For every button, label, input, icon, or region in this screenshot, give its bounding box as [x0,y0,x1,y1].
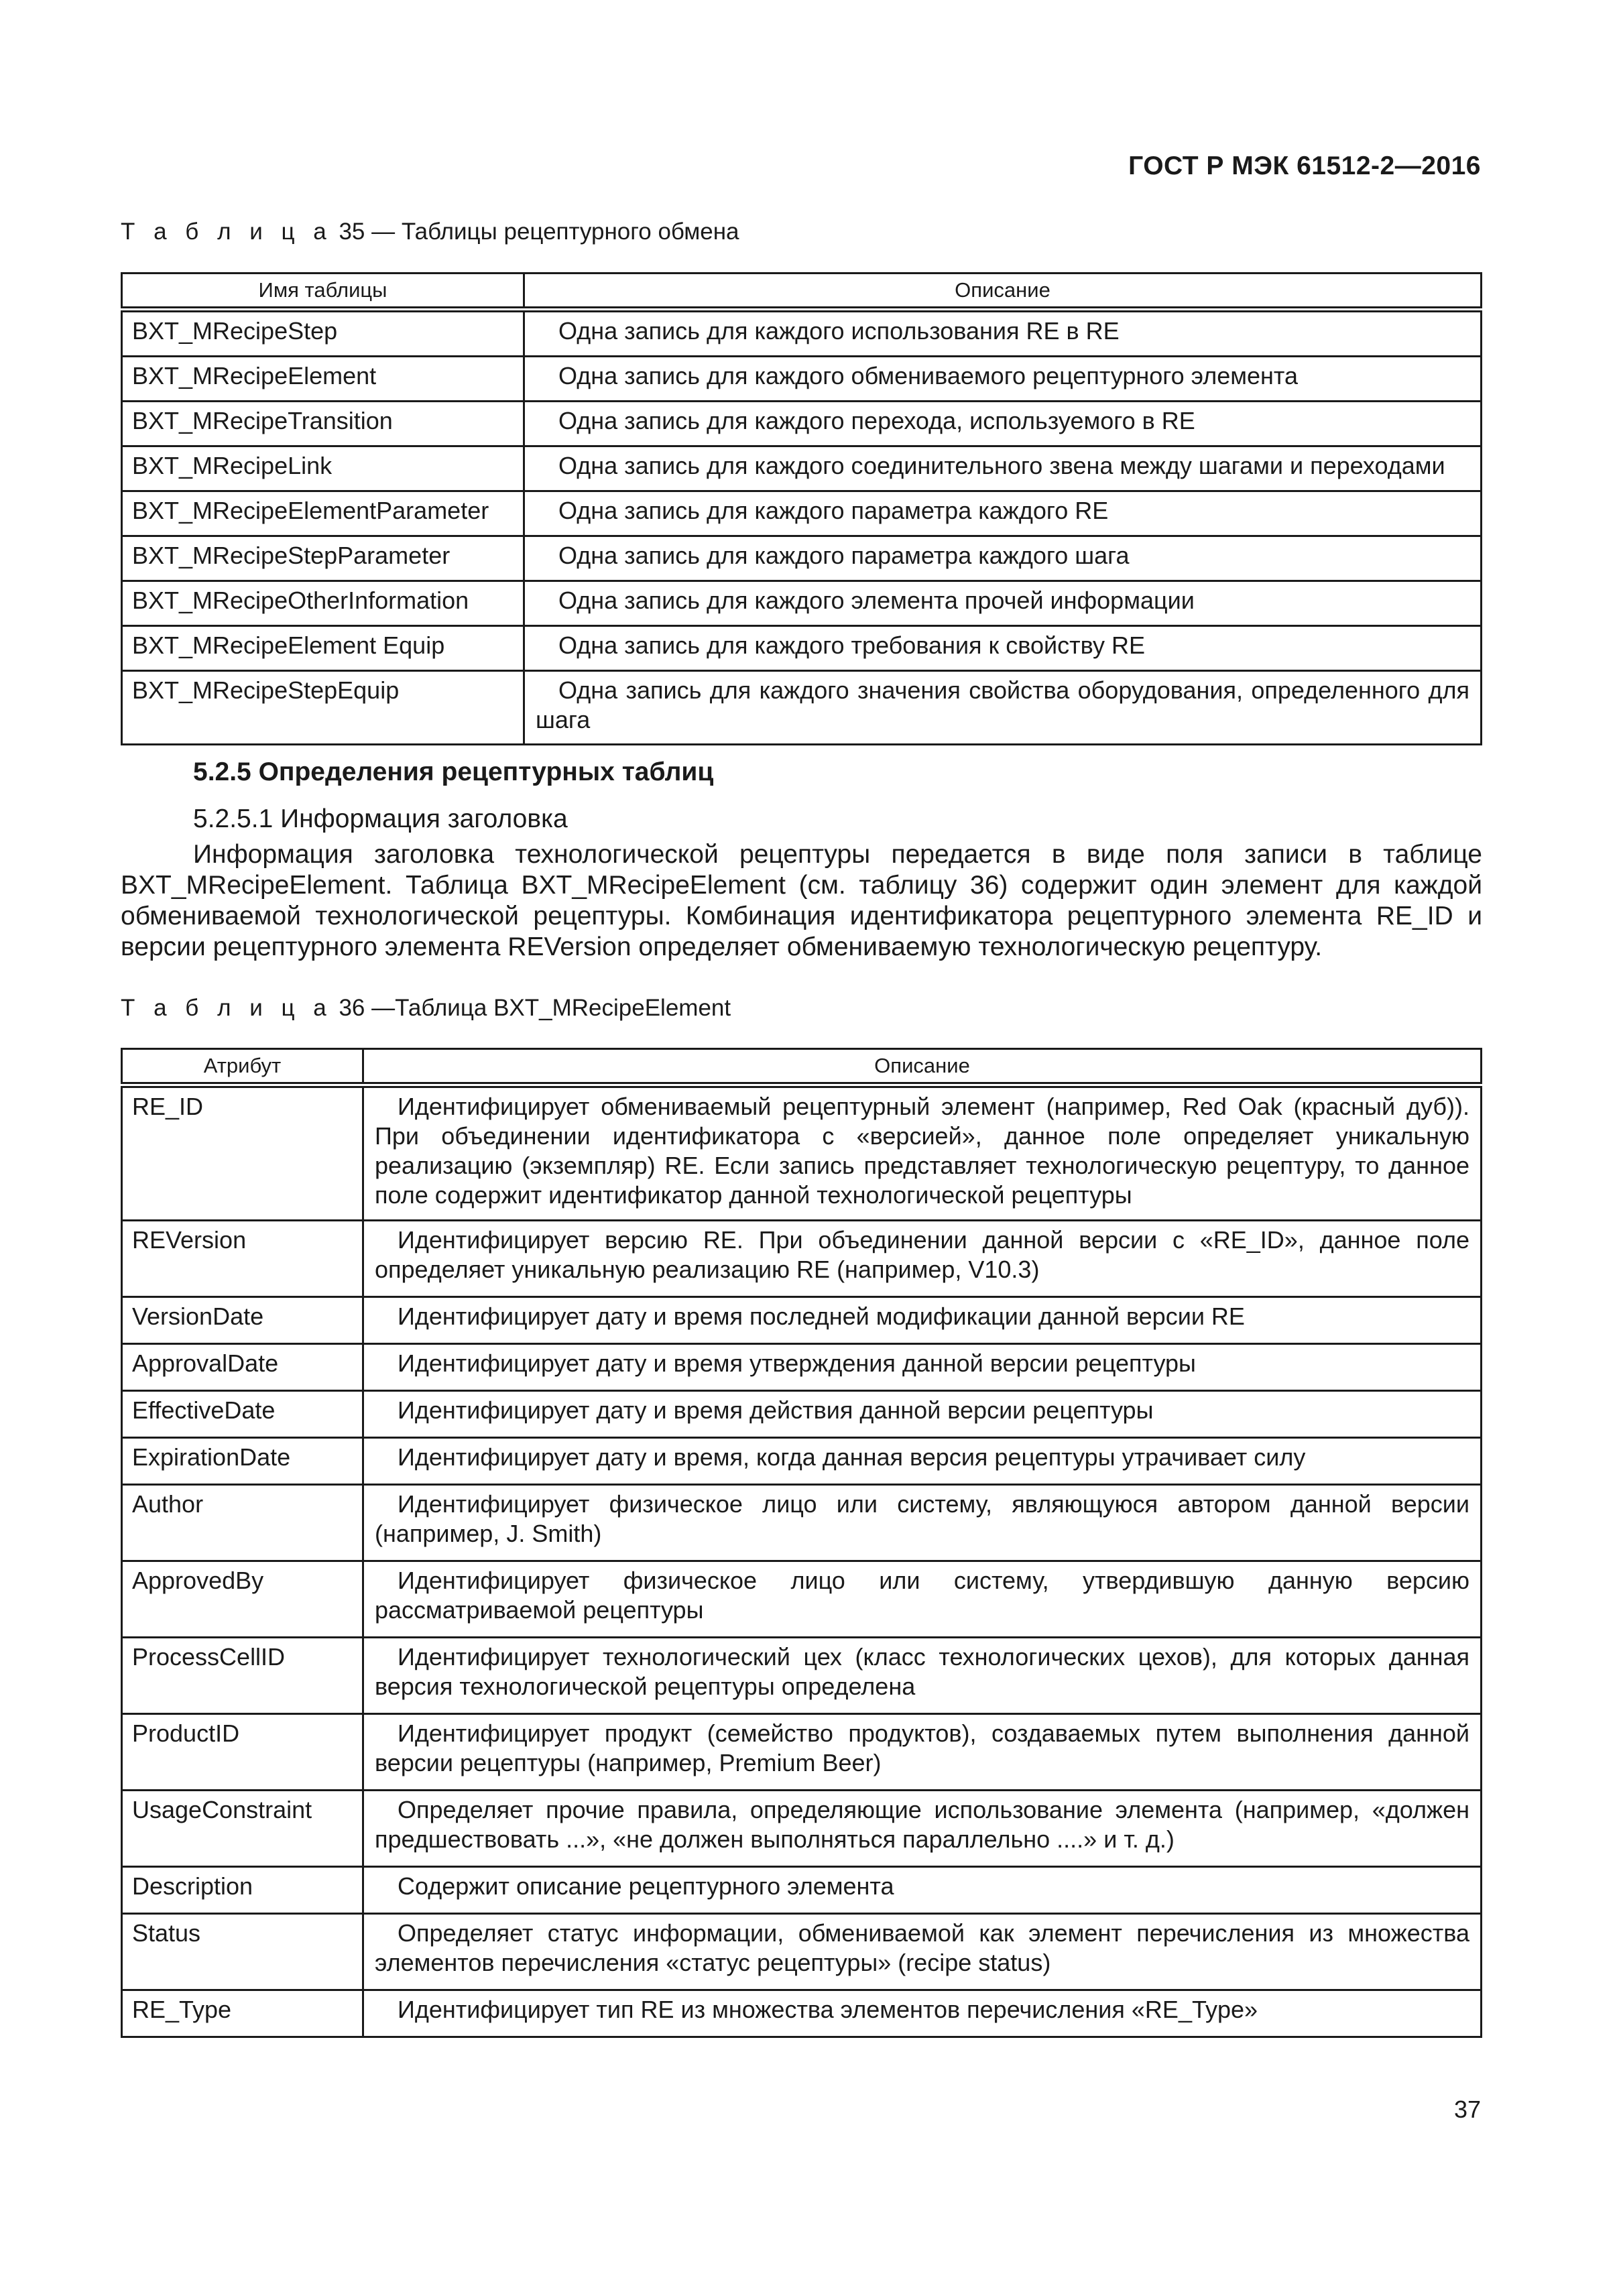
table-cell-name: ExpirationDate [122,1438,363,1485]
table-cell-name: BXT_MRecipeLink [122,446,524,491]
table-cell-name: ProcessCellID [122,1638,363,1714]
table-cell-description: Одна запись для каждого параметра каждого шага [524,536,1482,581]
table36 [121,1048,1482,2038]
table36-caption-label: Т а б л и ц а [121,995,333,1021]
table35-caption-label: Т а б л и ц а [121,219,333,245]
section-paragraph: Информация заголовка технологической рецептуры передается в виде поля записи в таблице BXT_MRecipeElement. Таблица BXT_MRecipeElement (см. таблицу 36) содержит один элемент для каждой обмениваемой технологической рецептуры. Комбинация идентификатора рецептурного элемента RE_ID и версии рецептурного элемента REVersion определяет обмениваемую технологическую рецептуру. [121,840,1482,961]
table-cell-name: BXT_MRecipeStep [122,310,524,357]
table-cell-name: ProductID [122,1714,363,1791]
table-cell-name: BXT_MRecipeElement [122,357,524,402]
table-row [122,536,1482,581]
table36-body [122,1085,1482,2037]
table-row [122,402,1482,446]
table-row [122,626,1482,671]
table35-header-name: Имя таблицы [122,274,524,310]
table-cell-description: Одна запись для каждого значения свойства оборудования, определенного для шага [524,671,1482,745]
table-cell-description: Идентифицирует дату и время утверждения данной версии рецептуры [363,1344,1482,1391]
table-row [122,1638,1482,1714]
subsection-heading: 5.2.5.1 Информация заголовка [193,804,568,833]
table-row [122,1485,1482,1561]
section-heading: 5.2.5 Определения рецептурных таблиц [193,758,714,786]
table-row [122,1221,1482,1297]
table36-header-row [122,1049,1482,1085]
table-cell-name: BXT_MRecipeTransition [122,402,524,446]
table-cell-description: Идентифицирует версию RE. При объединении данной версии с «RE_ID», данное поле определяет уникальную реализацию RE (например, V10.3) [363,1221,1482,1297]
table-row [122,310,1482,357]
table-cell-name: EffectiveDate [122,1391,363,1438]
table35-header-desc: Описание [524,274,1482,310]
table-cell-name: Status [122,1914,363,1990]
table-cell-description: Одна запись для каждого параметра каждого RE [524,491,1482,536]
table-cell-name: BXT_MRecipeElementParameter [122,491,524,536]
table-row [122,357,1482,402]
table-cell-description: Одна запись для каждого перехода, используемого в RE [524,402,1482,446]
table-cell-name: RE_ID [122,1085,363,1221]
document-code-header: ГОСТ Р МЭК 61512-2—2016 [1128,152,1481,180]
table-cell-description: Идентифицирует продукт (семейство продуктов), создаваемых путем выполнения данной версии рецептуры (например, Premium Beer) [363,1714,1482,1791]
table-cell-name: ApprovedBy [122,1561,363,1638]
table-cell-description: Определяет прочие правила, определяющие использование элемента (например, «должен предшествовать ...», «не должен выполняться параллельно ....» и т. д.) [363,1791,1482,1867]
table-cell-name: Description [122,1867,363,1914]
table-cell-description: Идентифицирует дату и время, когда данная версия рецептуры утрачивает силу [363,1438,1482,1485]
table35 [121,272,1482,745]
table-cell-description: Определяет статус информации, обмениваемой как элемент перечисления из множества элементов перечисления «статус рецептуры» (recipe status) [363,1914,1482,1990]
table36-caption [121,995,731,1022]
table-cell-name: BXT_MRecipeElement Equip [122,626,524,671]
table-cell-description: Идентифицирует обмениваемый рецептурный элемент (например, Red Oak (красный дуб)). При объединении идентификатора с «версией», данное поле определяет уникальную реализацию (экземпляр) RE. Если запись представляет технологическую рецептуру, то данное поле содержит идентификатор данной технологической рецептуры [363,1085,1482,1221]
table-row [122,491,1482,536]
table36-header-desc: Описание [363,1049,1482,1085]
table-row [122,1791,1482,1867]
table-cell-description: Идентифицирует физическое лицо или систему, являющуюся автором данной версии (например, J. Smith) [363,1485,1482,1561]
table35-header-row [122,274,1482,310]
table36-caption-text: 36 —Таблица BXT_MRecipeElement [332,995,731,1021]
table-cell-name: UsageConstraint [122,1791,363,1867]
table-cell-description: Одна запись для каждого обмениваемого рецептурного элемента [524,357,1482,402]
table-row [122,1867,1482,1914]
table-row [122,1714,1482,1791]
table-row [122,1438,1482,1485]
table-row [122,1085,1482,1221]
table-cell-name: RE_Type [122,1990,363,2037]
table-cell-name: VersionDate [122,1297,363,1344]
table-cell-description: Одна запись для каждого соединительного звена между шагами и переходами [524,446,1482,491]
table-cell-name: BXT_MRecipeStepEquip [122,671,524,745]
table-row [122,581,1482,626]
table-row [122,1990,1482,2037]
table-row [122,1914,1482,1990]
table35-caption [121,219,739,245]
table-cell-name: REVersion [122,1221,363,1297]
table-cell-description: Одна запись для каждого элемента прочей информации [524,581,1482,626]
table-row [122,1344,1482,1391]
table-cell-description: Идентифицирует дату и время последней модификации данной версии RE [363,1297,1482,1344]
table35-caption-text: 35 — Таблицы рецептурного обмена [332,219,739,245]
table-row [122,671,1482,745]
table-cell-description: Идентифицирует дату и время действия данной версии рецептуры [363,1391,1482,1438]
page-number: 37 [1453,2096,1481,2123]
table-cell-description: Одна запись для каждого использования RE в RE [524,310,1482,357]
table-cell-description: Идентифицирует тип RE из множества элементов перечисления «RE_Type» [363,1990,1482,2037]
table-cell-name: Author [122,1485,363,1561]
table-cell-description: Содержит описание рецептурного элемента [363,1867,1482,1914]
table-row [122,1391,1482,1438]
table-cell-name: BXT_MRecipeStepParameter [122,536,524,581]
table-cell-name: ApprovalDate [122,1344,363,1391]
table-cell-description: Одна запись для каждого требования к свойству RE [524,626,1482,671]
table-cell-description: Идентифицирует физическое лицо или систему, утвердившую данную версию рассматриваемой рецептуры [363,1561,1482,1638]
table-cell-description: Идентифицирует технологический цех (класс технологических цехов), для которых данная версия технологической рецептуры определена [363,1638,1482,1714]
table-row [122,1561,1482,1638]
table-row [122,446,1482,491]
table-cell-name: BXT_MRecipeOtherInformation [122,581,524,626]
table-row [122,1297,1482,1344]
table36-header-attribute: Атрибут [122,1049,363,1085]
table35-body [122,310,1482,745]
